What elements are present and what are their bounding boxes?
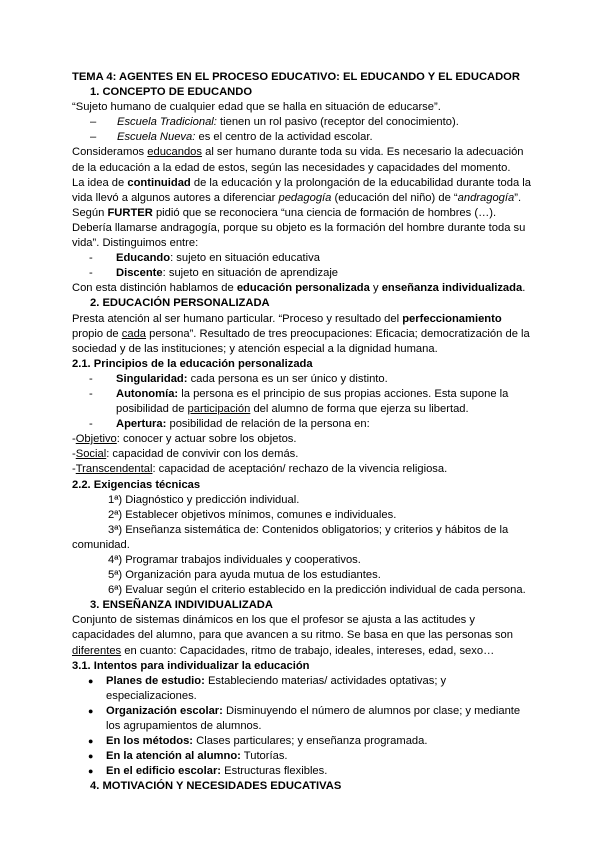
paragraph: Consideramos educandos al ser humano durante toda su vida. Es necesario la adecuación de la educación a la edad de estos, según las necesidades y capacidades del momento. [72, 146, 524, 174]
document-title: TEMA 4: AGENTES EN EL PROCESO EDUCATIVO: EL EDUCANDO Y EL EDUCADOR [72, 71, 520, 83]
paragraph: La idea de continuidad de la educación y la prolongación de la educabilidad durante toda la vida llevó a algunos autores a diferenciar pedagogía (educación del niño) de “andragogía”. Según FURTER pidió que se reconociera “una ciencia de formación de hombres (…). Debería llamarse andragogía, porque su objeto es la formación del hombre durante toda su vida”. Distinguimos entre: [72, 176, 531, 250]
list-item: 5ª) Organización para ayuda mutua de los estudiantes. [108, 569, 381, 582]
list-item: - Discente: sujeto en situación de aprendizaje [89, 267, 339, 280]
subsection-heading: 3.1. Intentos para individualizar la educación [72, 659, 310, 672]
list-item: 3ª) Enseñanza sistemática de: Contenidos obligatorios; y criterios y hábitos de la comunidad. [72, 523, 509, 551]
definition-quote: “Sujeto humano de cualquier edad que se halla en situación de educarse”. [72, 101, 441, 114]
section-1-heading: 1. CONCEPTO DE EDUCANDO [90, 86, 253, 99]
paragraph: Con esta distinción hablamos de educación personalizada y enseñanza individualizada. [72, 282, 526, 295]
list-item: -Objetivo: conocer y actuar sobre los objetos. [72, 433, 297, 446]
list-item: ● En los métodos: Clases particulares; y enseñanza programada. [88, 735, 428, 748]
list-item: 4ª) Programar trabajos individuales y cooperativos. [108, 554, 361, 566]
subsection-heading: 2.2. Exigencias técnicas [72, 478, 201, 491]
list-item: -Social: capacidad de convivir con los demás. [72, 448, 299, 461]
list-item: ● Organización escolar: Disminuyendo el número de alumnos por clase; y mediante los agrupamientos de alumnos. [88, 704, 521, 733]
paragraph: Presta atención al ser humano particular. “Proceso y resultado del perfeccionamiento propio de cada persona”. Resultado de tres preocupaciones: Eficacia; democratización de la sociedad y de las instituciones; y atención especial a la dignidad humana. [72, 312, 530, 355]
document-page [72, 70, 532, 795]
list-item: – Escuela Tradicional: tienen un rol pasivo (receptor del conocimiento). [90, 116, 459, 129]
list-item: – Escuela Nueva: es el centro de la actividad escolar. [90, 131, 373, 144]
subsection-heading: 2.1. Principios de la educación personalizada [72, 357, 313, 370]
list-item: ● En el edificio escolar: Estructuras flexibles. [88, 765, 328, 778]
list-item: ● Planes de estudio: Estableciendo materias/ actividades optativas; y especializaciones. [88, 674, 447, 702]
list-item: - Singularidad: cada persona es un ser único y distinto. [89, 372, 388, 385]
list-item: - Autonomía: la persona es el principio de sus propias acciones. Esta supone la posibilidad de participación del alumno de forma que ejerza su libertad. [89, 387, 509, 416]
list-item: - Apertura: posibilidad de relación de la persona en: [89, 418, 370, 431]
list-item: 6ª) Evaluar según el criterio establecido en la predicción individual de cada persona. [108, 584, 526, 597]
paragraph: Conjunto de sistemas dinámicos en los que el profesor se ajusta a las actitudes y capacidades del alumno, para que avancen a su ritmo. Se basa en que las personas son diferentes en cuanto: Capacidades, ritmo de trabajo, ideales, intereses, edad, sexo… [72, 614, 513, 657]
list-item: ● En la atención al alumno: Tutorías. [88, 750, 288, 763]
list-item: 2ª) Establecer objetivos mínimos, comunes e individuales. [108, 508, 397, 521]
list-item: 1ª) Diagnóstico y predicción individual. [108, 493, 300, 506]
list-item: - Educando: sujeto en situación educativa [89, 252, 320, 265]
section-3-heading: 3. ENSEÑANZA INDIVIDUALIZADA [90, 599, 273, 612]
list-item: -Transcendental: capacidad de aceptación/ rechazo de la vivencia religiosa. [72, 463, 448, 476]
section-2-heading: 2. EDUCACIÓN PERSONALIZADA [90, 297, 270, 310]
section-4-heading: 4. MOTIVACIÓN Y NECESIDADES EDUCATIVAS [90, 780, 342, 793]
